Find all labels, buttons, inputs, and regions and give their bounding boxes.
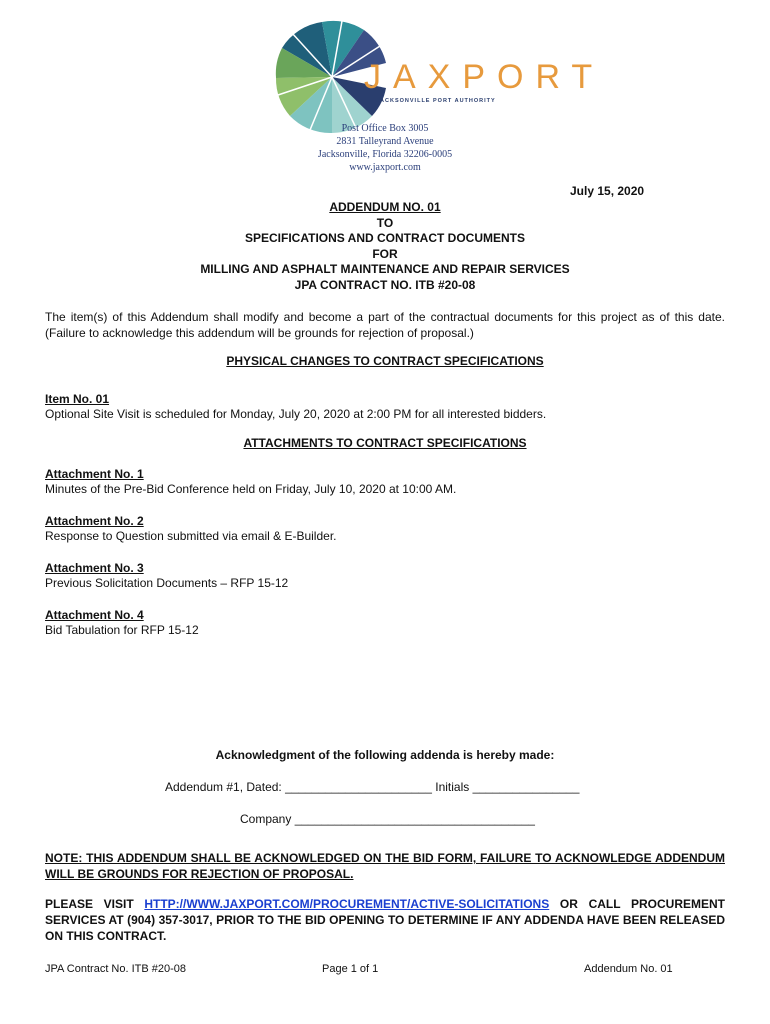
company-line[interactable]: Company ____________________________________	[240, 812, 535, 826]
attachment-4-label: Attachment No. 4	[45, 608, 144, 622]
addendum-dated-line[interactable]: Addendum #1, Dated: ______________________ Initials ________________	[165, 780, 580, 794]
website-link[interactable]: www.jaxport.com	[349, 162, 421, 173]
heading-line-2: TO	[376, 215, 394, 230]
attachment-1	[45, 467, 456, 497]
footer-page: Page 1 of 1	[322, 963, 379, 975]
intro-paragraph: The item(s) of this Addendum shall modify and become a part of the contractual documents for this project as of this date. (Failure to acknowledge this addendum will be grounds for rejection of proposal.)	[45, 310, 725, 340]
address-block	[0, 122, 770, 174]
acknowledgment-title: Acknowledgment of the following addenda is hereby made:	[215, 748, 555, 762]
address-line-1: Post Office Box 3005	[341, 123, 429, 134]
jaxport-logo	[272, 18, 605, 136]
attachment-4-text: Bid Tabulation for RFP 15-12	[45, 623, 199, 637]
addendum-heading	[0, 200, 770, 293]
heading-line-4: FOR	[372, 246, 398, 261]
section-physical-changes-title: PHYSICAL CHANGES TO CONTRACT SPECIFICATIONS	[226, 354, 544, 368]
attachment-2	[45, 514, 336, 544]
footer-addendum: Addendum No. 01	[584, 963, 673, 975]
item-01-label: Item No. 01	[45, 392, 110, 406]
attachment-1-label: Attachment No. 1	[45, 467, 144, 481]
letter-date: July 15, 2020	[570, 184, 645, 198]
address-line-3: Jacksonville, Florida 32206-0005	[317, 149, 453, 160]
logo-subtitle: JACKSONVILLE PORT AUTHORITY	[376, 98, 496, 104]
heading-line-5: MILLING AND ASPHALT MAINTENANCE AND REPAIR SERVICES	[200, 262, 570, 276]
visit-paragraph	[45, 896, 725, 944]
visit-prefix: PLEASE VISIT	[45, 897, 145, 911]
attachment-3	[45, 561, 288, 591]
attachment-2-label: Attachment No. 2	[45, 514, 144, 528]
heading-line-6: JPA CONTRACT NO. ITB #20-08	[294, 277, 476, 292]
item-01-text: Optional Site Visit is scheduled for Monday, July 20, 2020 at 2:00 PM for all interested bidders.	[45, 407, 547, 421]
visit-suffix: OR CALL PROCUREMENT SERVICES AT (904) 357-3017, PRIOR TO THE BID OPENING TO DETERMINE IF ANY ADDENDA HAVE BEEN RELEASED ON THIS CONTRACT.	[45, 897, 726, 943]
attachment-3-label: Attachment No. 3	[45, 561, 144, 575]
acknowledge-note: NOTE: THIS ADDENDUM SHALL BE ACKNOWLEDGED ON THE BID FORM, FAILURE TO ACKNOWLEDGE ADDENDUM WILL BE GROUNDS FOR REJECTION OF PROPOSAL.	[45, 851, 725, 881]
section-attachments-title: ATTACHMENTS TO CONTRACT SPECIFICATIONS	[243, 436, 527, 450]
solicitations-link[interactable]: HTTP://WWW.JAXPORT.COM/PROCUREMENT/ACTIVE-SOLICITATIONS	[144, 897, 550, 911]
heading-line-1: ADDENDUM NO. 01	[329, 200, 441, 214]
address-line-2: 2831 Talleyrand Avenue	[336, 136, 434, 147]
attachment-1-text: Minutes of the Pre-Bid Conference held on Friday, July 10, 2020 at 10:00 AM.	[45, 482, 457, 496]
attachment-2-text: Response to Question submitted via email & E-Builder.	[45, 529, 337, 543]
heading-line-3: SPECIFICATIONS AND CONTRACT DOCUMENTS	[245, 231, 525, 245]
footer-contract: JPA Contract No. ITB #20-08	[45, 963, 187, 975]
item-01	[45, 392, 546, 422]
attachment-3-text: Previous Solicitation Documents – RFP 15-12	[45, 576, 289, 590]
attachment-4	[45, 608, 199, 638]
logo-wordmark: JAXPORT	[364, 58, 605, 96]
